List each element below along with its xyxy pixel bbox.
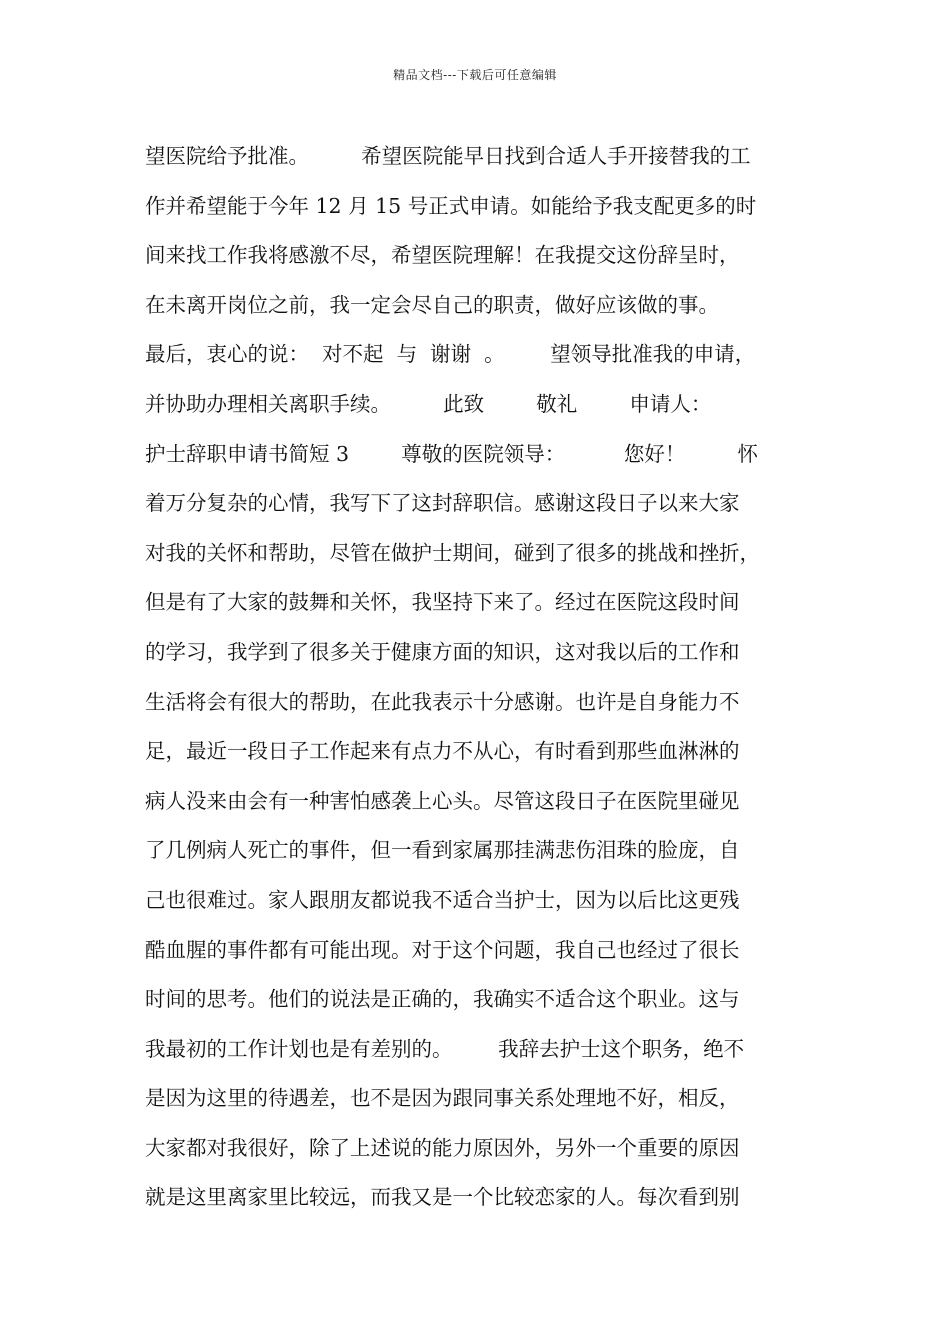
text-line: 生活将会有很大的帮助，在此我表示十分感谢。也许是自身能力不 <box>145 689 740 714</box>
text-line: 病人没来由会有一种害怕感袭上心头。尽管这段日子在医院里碰见 <box>145 788 740 813</box>
body-text <box>145 132 815 1223</box>
text-line: 了几例病人死亡的事件，但一看到家属那挂满悲伤泪珠的脸庞，自 <box>145 838 740 863</box>
text-line: 在未离开岗位之前，我一定会尽自己的职责，做好应该做的事。 <box>145 292 719 317</box>
text-line: 时间的思考。他们的说法是正确的，我确实不适合这个职业。这与 <box>145 987 740 1012</box>
text-line: 大家都对我很好，除了上述说的能力原因外，另外一个重要的原因 <box>145 1135 740 1160</box>
text-line: 酷血腥的事件都有可能出现。对于这个问题，我自己也经过了很长 <box>145 937 740 962</box>
text-line: 着万分复杂的心情，我写下了这封辞职信。感谢这段日子以来大家 <box>145 491 740 516</box>
text-line: 并协助办理相关离职手续。 此致 敬礼 申请人： <box>145 391 712 416</box>
text-line: 望医院给予批准。 希望医院能早日找到合适人手开接替我的工 <box>145 144 751 168</box>
text-line: 最后，衷心的说： 对不起 与 谢谢 。 望领导批准我的申请， <box>145 342 756 367</box>
page-header: 精品文档---下载后可任意编辑 <box>393 68 557 82</box>
text-line: 己也很难过。家人跟朋友都说我不适合当护士，因为以后比这更残 <box>145 887 740 912</box>
text-line: 足，最近一段日子工作起来有点力不从心，有时看到那些血淋淋的 <box>145 739 740 764</box>
text-line: 对我的关怀和帮助，尽管在做护士期间，碰到了很多的挑战和挫折， <box>145 540 760 565</box>
text-line: 间来找工作我将感激不尽，希望医院理解！在我提交这份辞呈时， <box>145 243 740 268</box>
text-line: 的学习，我学到了很多关于健康方面的知识，这对我以后的工作和 <box>145 639 740 664</box>
text-line: 作并希望能于今年 12 月 15 号正式申请。如能给予我支配更多的时 <box>145 193 757 218</box>
text-line: 我最初的工作计划也是有差别的。 我辞去护士这个职务，绝不 <box>145 1036 745 1061</box>
text-line: 但是有了大家的鼓舞和关怀，我坚持下来了。经过在医院这段时间 <box>145 590 740 615</box>
text-line: 护士辞职申请书简短 3 尊敬的医院领导： 您好！ 怀 <box>145 441 758 466</box>
text-line: 是因为这里的待遇差，也不是因为跟同事关系处理地不好，相反， <box>145 1086 740 1111</box>
text-line: 就是这里离家里比较远，而我又是一个比较恋家的人。每次看到别 <box>145 1185 740 1210</box>
